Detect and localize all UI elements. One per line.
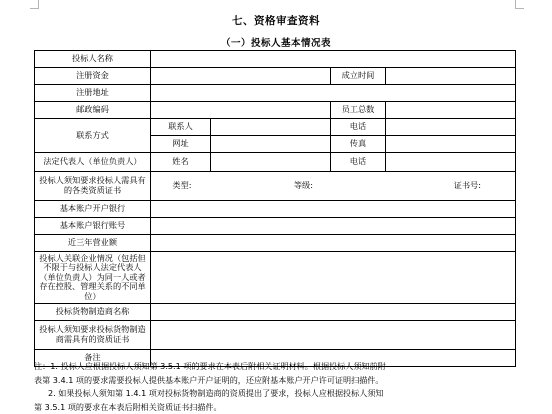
label-registered-address: 注册地址 [35, 85, 151, 102]
value-fax[interactable] [386, 136, 516, 153]
label-manufacturer-cert: 投标人须知要求投标货物制造商需具有的资质证书 [35, 321, 151, 350]
value-bidder-name[interactable] [151, 51, 516, 68]
notes [34, 360, 534, 414]
note-line-4: 第 3.5.1 项的要求在本表后附相关资质证书扫描件。 [34, 401, 534, 414]
label-recent-business: 近三年营业额 [35, 235, 151, 252]
note-line-2: 表第 3.4.1 项的要求需要投标人提供基本账户开户证明的，还应附基本账户开户许可证明扫描件。 [34, 374, 534, 388]
page-corner-mark-left [30, 0, 39, 9]
label-fax: 传真 [331, 136, 386, 153]
label-phone-2: 电话 [331, 153, 386, 172]
label-bank: 基本账户开户银行 [35, 201, 151, 218]
label-website: 网址 [151, 136, 211, 153]
section-title: 七、资格审查资料 [0, 13, 552, 28]
value-bank-account[interactable] [151, 218, 516, 235]
value-registered-capital[interactable] [151, 68, 331, 85]
label-bank-account: 基本账户银行账号 [35, 218, 151, 235]
value-registered-address[interactable] [151, 85, 516, 102]
label-name: 姓名 [151, 153, 211, 172]
label-bidder-name: 投标人名称 [35, 51, 151, 68]
bidder-info-table [34, 50, 516, 367]
label-contact-person: 联系人 [151, 119, 211, 136]
value-established-time[interactable] [386, 68, 516, 85]
label-postal-code: 邮政编码 [35, 102, 151, 119]
value-recent-business[interactable] [151, 235, 516, 252]
note-line-1: 注：1. 投标人应根据投标人须知第 3.5.1 项的要求在本表后附相关证明材料。根据投标人须知前附 [34, 360, 534, 374]
table-title: （一）投标人基本情况表 [0, 35, 552, 49]
value-website[interactable] [211, 136, 331, 153]
label-remarks: 备注 [35, 350, 151, 367]
label-cert-number: 证书号: [313, 181, 481, 191]
label-legal-representative: 法定代表人（单位负责人） [35, 153, 151, 172]
label-registered-capital: 注册资金 [35, 68, 151, 85]
value-bank[interactable] [151, 201, 516, 218]
value-manufacturer-name[interactable] [151, 304, 516, 321]
label-employee-count: 员工总数 [331, 102, 386, 119]
note-line-3: 2. 如果投标人须知第 1.4.1 项对投标货物制造商的资质提出了要求，投标人应根据投标人须知 [34, 387, 534, 401]
value-postal-code[interactable] [151, 102, 331, 119]
value-name[interactable] [211, 153, 331, 172]
label-phone: 电话 [331, 119, 386, 136]
value-manufacturer-cert[interactable] [151, 321, 516, 350]
qualification-cert-fields [151, 172, 516, 201]
label-cert-grade: 等级: [213, 181, 313, 191]
label-qualification-cert: 投标人须知要求投标人需具有的各类资质证书 [35, 172, 151, 201]
value-affiliates[interactable] [151, 252, 516, 304]
value-contact-person[interactable] [211, 119, 331, 136]
label-contact-method: 联系方式 [35, 119, 151, 153]
value-phone[interactable] [386, 119, 516, 136]
label-affiliates: 投标人关联企业情况（包括但不限于与投标人法定代表人（单位负责人）为同一人或者存在控股、管理关系的不同单位） [35, 252, 151, 304]
label-established-time: 成立时间 [331, 68, 386, 85]
label-cert-type: 类型: [151, 181, 213, 191]
value-phone-2[interactable] [386, 153, 516, 172]
label-manufacturer-name: 投标货物制造商名称 [35, 304, 151, 321]
page-corner-mark-right [515, 0, 524, 9]
value-employee-count[interactable] [386, 102, 516, 119]
